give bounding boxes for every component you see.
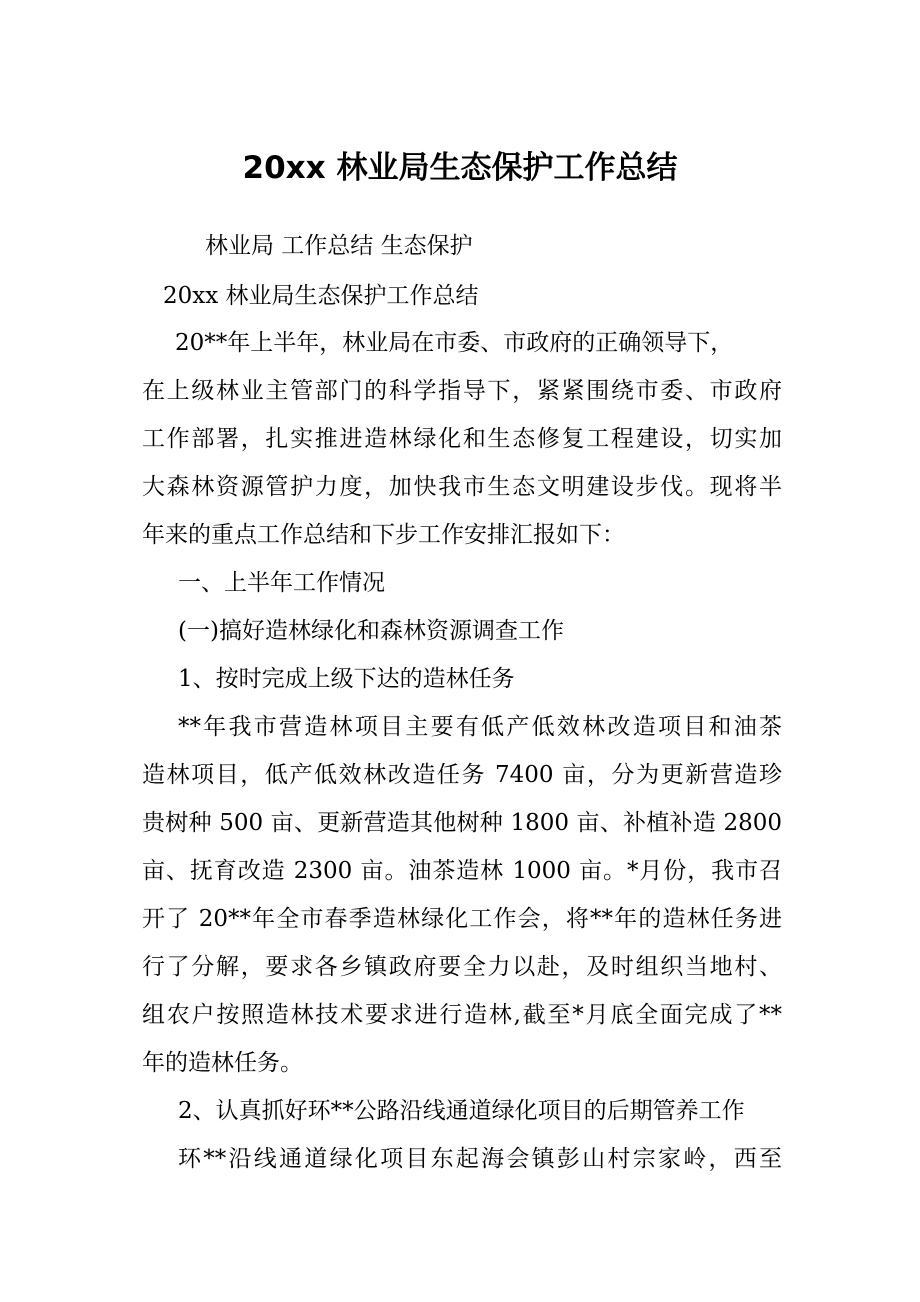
body-line-6: **年我市营造林项目主要有低产低效林改造项目和油茶 <box>178 714 782 740</box>
body-line-4: 大森林资源管护力度，加快我市生态文明建设步伐。现将半 <box>142 474 782 500</box>
body-line-7: 造林项目，低产低效林改造任务 7400 亩，分为更新营造珍 <box>142 762 782 788</box>
item-heading-1: 1、按时完成上级下达的造林任务 <box>178 666 515 692</box>
body-line-1: 20**年上半年，林业局在市委、市政府的正确领导下， <box>175 330 734 356</box>
body-line-14: 环**沿线通道绿化项目东起海会镇彭山村宗家岭，西至 <box>178 1146 782 1172</box>
item-heading-2: 2、认真抓好环**公路沿线通道绿化项目的后期管养工作 <box>178 1098 745 1124</box>
body-line-10: 开了 20**年全市春季造林绿化工作会，将**年的造林任务进 <box>142 906 782 932</box>
body-line-2: 在上级林业主管部门的科学指导下，紧紧围绕市委、市政府 <box>142 378 782 404</box>
section-heading-1: 一、上半年工作情况 <box>178 570 385 596</box>
subsection-heading-1: (一)搞好造林绿化和森林资源调查工作 <box>178 618 564 644</box>
body-line-9: 亩、抚育改造 2300 亩。油茶造林 1000 亩。*月份，我市召 <box>142 858 782 884</box>
body-line-11: 行了分解，要求各乡镇政府要全力以赴，及时组织当地村、 <box>142 954 782 980</box>
document-tags: 林业局 工作总结 生态保护 <box>205 233 473 259</box>
body-line-3: 工作部署，扎实推进造林绿化和生态修复工程建设，切实加 <box>142 426 782 452</box>
body-line-5: 年来的重点工作总结和下步工作安排汇报如下： <box>142 522 625 548</box>
body-line-13: 年的造林任务。 <box>142 1050 303 1076</box>
document-subtitle: 20xx 林业局生态保护工作总结 <box>163 283 479 309</box>
document-title: 20xx 林业局生态保护工作总结 <box>242 150 678 186</box>
body-line-8: 贵树种 500 亩、更新营造其他树种 1800 亩、补植补造 2800 <box>142 810 782 836</box>
body-line-12: 组农户按照造林技术要求进行造林,截至*月底全面完成了** <box>142 1002 782 1028</box>
